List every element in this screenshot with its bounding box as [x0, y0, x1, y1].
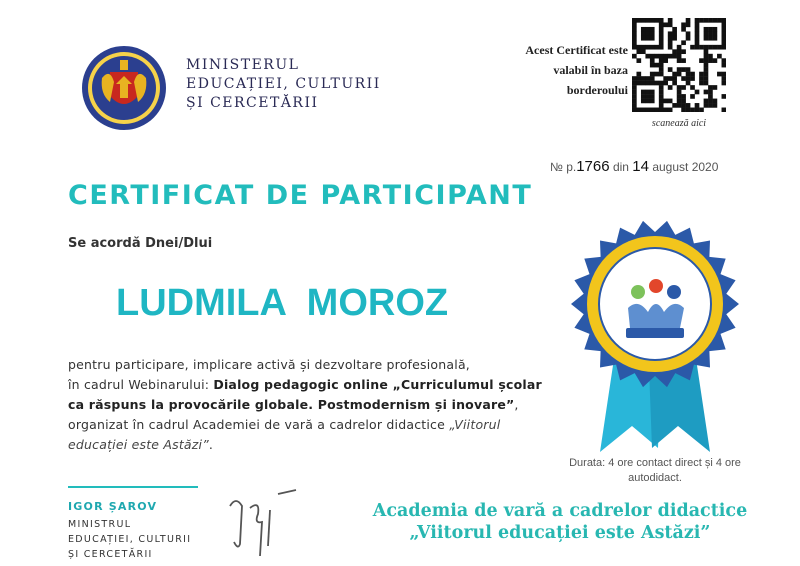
ministry-name: [186, 56, 381, 113]
ministry-line: EDUCAȚIEI, CULTURII: [186, 76, 381, 92]
qr-code-icon[interactable]: [632, 18, 726, 112]
medal-badge-icon: [570, 212, 740, 452]
qr-caption: scanează aici: [651, 118, 707, 129]
qr-note-line: borderoului: [566, 83, 628, 97]
ministry-line: ȘI CERCETĂRII: [186, 95, 319, 111]
signer-role-line: ȘI CERCETĂRII: [68, 549, 153, 560]
recipient-name: LUDMILA MOROZ: [116, 282, 449, 324]
body-line: , organizat în cadrul Academiei de vară a cadrelor didactice: [68, 397, 519, 432]
qr-note-line: valabil în baza: [553, 63, 628, 77]
signer-role-line: MINISTRUL: [68, 519, 132, 530]
ministry-line: MINISTERUL: [186, 57, 300, 73]
event-title: Dialog pedagogic online „Curriculumul școlar ca răspuns la provocările globale. Postmodernism și inovare”: [68, 377, 542, 412]
cert-no-prefix: № p.: [550, 160, 577, 174]
body-line: pentru participare, implicare activă și dezvoltare profesională,: [68, 357, 470, 372]
motto: „Viitorul educației este Astăzi”: [68, 417, 501, 452]
certificate-number: [550, 158, 718, 175]
signer-name: IGOR ȘAROV: [68, 500, 158, 513]
cert-no-din: din: [612, 160, 629, 174]
cert-no-value: 1766: [576, 158, 610, 175]
body-line: în cadrul Webinarului:: [68, 377, 214, 392]
signature-rule: [68, 486, 198, 488]
body-end: .: [208, 437, 214, 452]
academy-title: [370, 500, 750, 544]
state-emblem-icon: [80, 38, 168, 138]
signer-role: [68, 517, 191, 562]
cert-no-month-year: august 2020: [652, 160, 719, 174]
qr-note: [500, 40, 628, 100]
certificate-body: [68, 355, 548, 455]
signer-role-line: EDUCAȚIEI, CULTURII: [68, 534, 192, 545]
duration-note: Durata: 4 ore contact direct și 4 ore autodidact.: [569, 457, 741, 484]
awarded-to-label: Se acordă Dnei/Dlui: [68, 236, 213, 251]
handwritten-signature-icon: [222, 486, 302, 562]
cert-no-day: 14: [632, 158, 649, 175]
qr-note-line: Acest Certificat este: [525, 43, 628, 57]
certificate-title: CERTIFICAT DE PARTICIPANT: [68, 180, 533, 211]
academy-motto: „Viitorul educației este Astăzi”: [409, 523, 711, 543]
academy-line: Academia de vară a cadrelor didactice: [372, 501, 748, 521]
